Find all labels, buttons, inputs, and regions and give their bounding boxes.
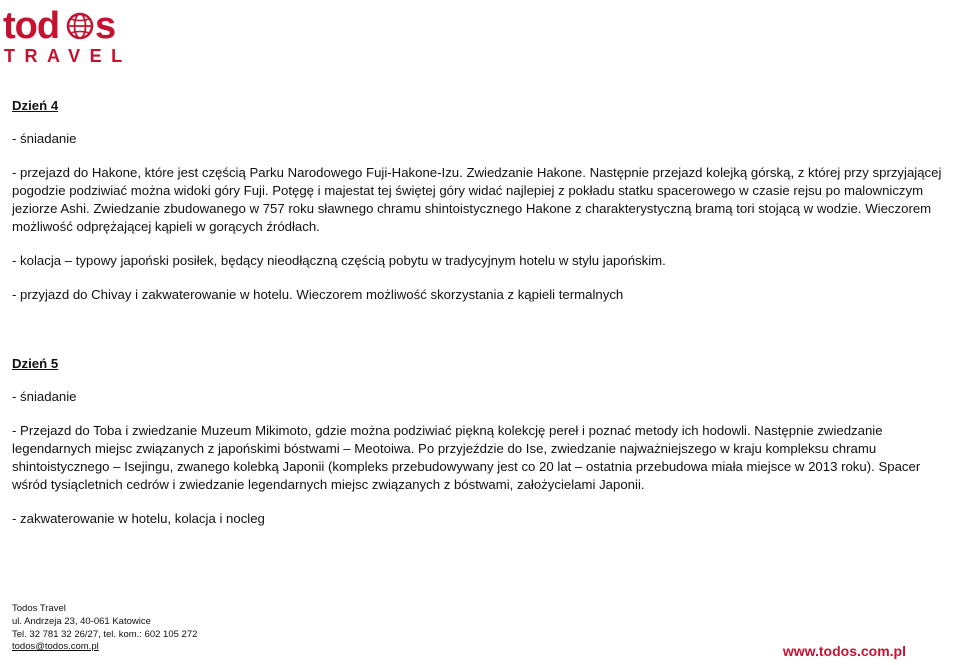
svg-text:TRAVEL: TRAVEL — [4, 46, 132, 66]
day-4-breakfast: - śniadanie — [12, 131, 77, 146]
day-5-description: - Przejazd do Toba i zwiedzanie Muzeum Mikimoto, gdzie można podziwiać piękną kolekcję pereł i poznać metody ich hodowli. Następnie zwiedzanie legendarnych miejsc związanych z japońskimi bóstwami – Meotoiwa. Po przyjeździe do Ise, zwiedzanie najważniejszego w kraju kompleksu chramu shintoistycznego – Isejingu, zwanego kolebką Japonii (kompleks przebudowywany jest co 20 lat – ostatnia przebudowa miała miejsce w 2013 roku). Spacer wśród tysiącletnich cedrów i zwiedzanie legendarnych miejsc związanych z bóstwami, założycielami Japonii. — [12, 423, 921, 492]
itinerary-content — [12, 96, 958, 528]
footer-contact — [12, 603, 197, 654]
globe-icon — [68, 14, 92, 38]
footer-email-link[interactable]: todos@todos.com.pl — [12, 641, 99, 653]
website-link[interactable]: www.todos.com.pl — [782, 643, 906, 659]
footer-company: Todos Travel — [12, 603, 66, 614]
day-5-breakfast: - śniadanie — [12, 389, 77, 404]
day-4-heading: Dzień 4 — [12, 98, 59, 113]
svg-text:s: s — [95, 5, 117, 47]
footer-address: ul. Andrzeja 23, 40-061 Katowice — [12, 615, 151, 627]
day-5-accommodation: - zakwaterowanie w hotelu, kolacja i nocleg — [12, 511, 265, 526]
day-4-arrival: - przyjazd do Chivay i zakwaterowanie w hotelu. Wieczorem możliwość skorzystania z kąpieli termalnych — [12, 287, 624, 302]
day-5-heading: Dzień 5 — [12, 356, 59, 371]
todos-travel-logo — [3, 4, 133, 66]
footer-phone: Tel. 32 781 32 26/27, tel. kom.: 602 105 272 — [12, 628, 198, 640]
svg-text:tod: tod — [3, 5, 60, 47]
day-4-dinner: - kolacja – typowy japoński posiłek, będący nieodłączną częścią pobytu w tradycyjnym hotelu w stylu japońskim. — [12, 253, 666, 268]
day-4-description: - przejazd do Hakone, które jest częścią Parku Narodowego Fuji-Hakone-Izu. Zwiedzanie Hakone. Następnie przejazd kolejką górską, z której przy sprzyjającej pogodzie podziwiać można widoki góry Fuji. Potęgę i majestat tej świętej góry widać najlepiej z pokładu statku spacerowego w czasie rejsu po malowniczym jeziorze Ashi. Zwiedzanie zbudowanego w 757 roku sławnego chramu shintoistycznego Hakone z charakterystyczną bramą tori stojącą w wodzie. Wieczorem możliwość odprężającej kąpieli w gorących źródłach. — [12, 165, 942, 234]
